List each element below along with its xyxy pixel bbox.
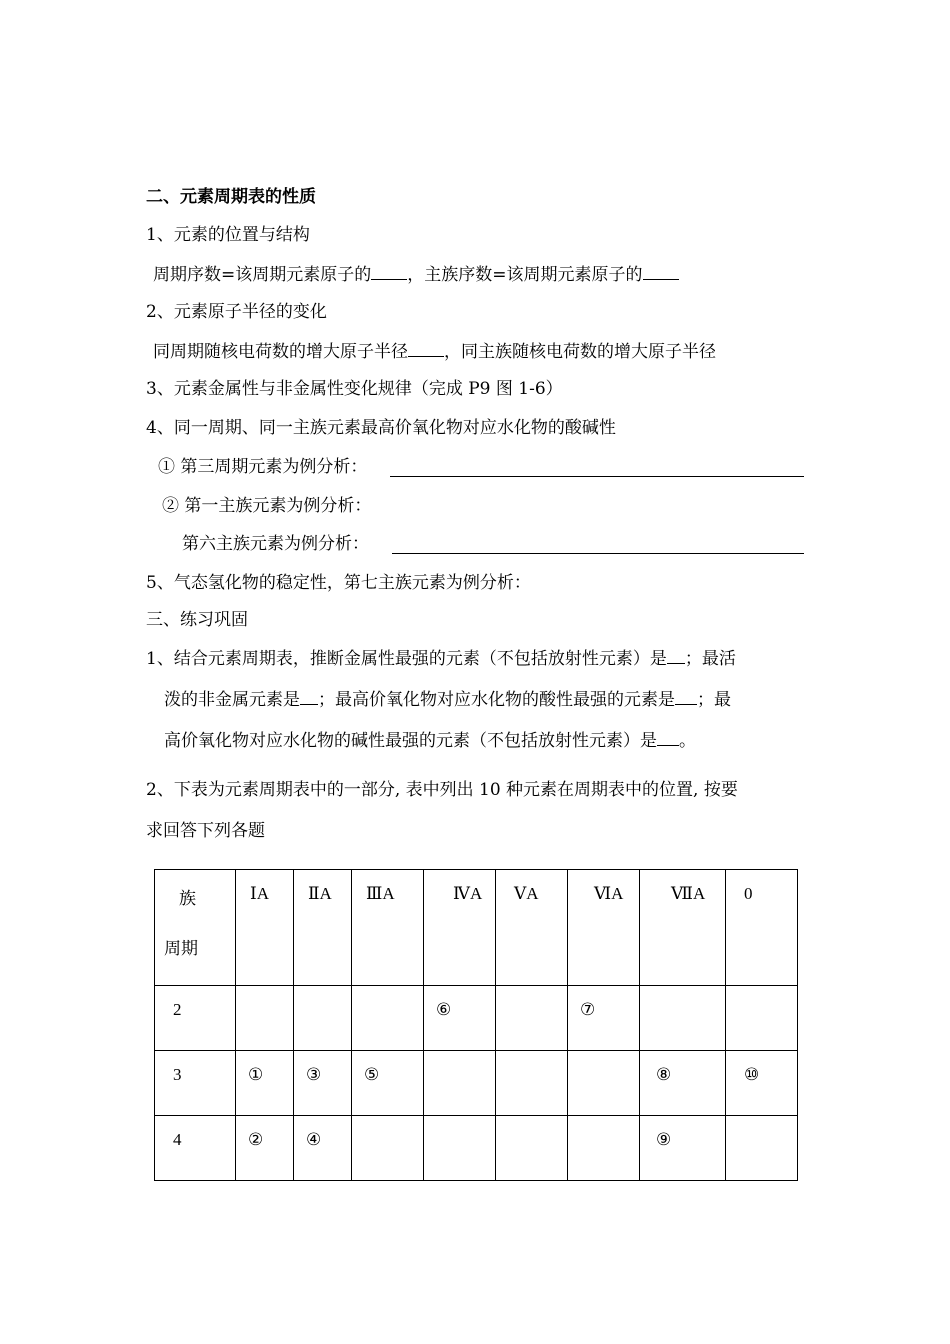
group-header [496, 870, 568, 986]
element-marker: ③ [306, 1065, 322, 1084]
group-header [236, 870, 294, 986]
element-cell [726, 1116, 798, 1181]
element-marker: ⑦ [580, 1000, 596, 1019]
period-cell [155, 1116, 236, 1181]
element-cell [568, 1116, 640, 1181]
q1-text: ；最高价氧化物对应水化物的酸性最强的元素是 [318, 690, 675, 710]
element-marker: ① [248, 1065, 264, 1084]
fill-blank[interactable] [643, 263, 679, 280]
element-cell [236, 986, 294, 1051]
group-label: ⅢA [366, 884, 395, 903]
element-cell [352, 1116, 424, 1181]
item1-text-b: ，主族序数=该周期元素原子的 [407, 265, 643, 285]
item1-text-a: 周期序数=该周期元素原子的 [153, 265, 372, 285]
q2-line1: 2、下表为元素周期表中的一部分, 表中列出 10 种元素在周期表中的位置, 按要 [146, 780, 738, 800]
element-cell [352, 1051, 424, 1116]
table-row [155, 1116, 798, 1181]
item2-title: 2、元素原子半径的变化 [146, 302, 327, 322]
q1-text: 1、结合元素周期表，推断金属性最强的元素（不包括放射性元素）是 [146, 649, 667, 669]
element-cell [568, 986, 640, 1051]
element-marker: ⑧ [656, 1065, 672, 1084]
item5-title: 5、气态氢化物的稳定性，第七主族元素为例分析： [146, 573, 531, 593]
q1-line1 [146, 647, 736, 670]
element-marker: ⑥ [436, 1000, 452, 1019]
corner-period-label: 周期 [164, 939, 198, 958]
answer-line[interactable] [392, 553, 804, 554]
item4-a: ① 第三周期元素为例分析： [158, 457, 368, 477]
group-label: ⅤA [514, 884, 539, 903]
group-label: ⅡA [308, 884, 332, 903]
table-row [155, 986, 798, 1051]
group-header [726, 870, 798, 986]
element-cell [294, 986, 352, 1051]
element-cell [424, 1116, 496, 1181]
table-header-row [155, 870, 798, 986]
section3-heading: 三、练习巩固 [146, 610, 248, 630]
group-header [294, 870, 352, 986]
table-row [155, 1051, 798, 1116]
item1-title: 1、元素的位置与结构 [146, 225, 310, 245]
q1-text: 泼的非金属元素是 [164, 690, 300, 710]
q1-text: ；最活 [684, 649, 736, 669]
item2-text-a: 同周期随核电荷数的增大原子半径 [153, 342, 408, 362]
group-label: ⅥA [594, 884, 624, 903]
element-marker: ⑩ [744, 1065, 760, 1084]
element-cell [236, 1051, 294, 1116]
period-label: 2 [173, 1000, 182, 1019]
group-header [568, 870, 640, 986]
group-label: ⅠA [250, 884, 269, 903]
fill-blank[interactable] [675, 688, 697, 705]
item2-text [153, 340, 716, 363]
period-cell [155, 986, 236, 1051]
element-cell [424, 986, 496, 1051]
item4-b: ② 第一主族元素为例分析： [162, 496, 372, 516]
element-cell [294, 1116, 352, 1181]
fill-blank[interactable] [300, 688, 318, 705]
element-cell [640, 1051, 726, 1116]
element-cell [424, 1051, 496, 1116]
element-marker: ④ [306, 1130, 322, 1149]
group-header [352, 870, 424, 986]
item4-title: 4、同一周期、同一主族元素最高价氧化物对应水化物的酸碱性 [146, 418, 616, 438]
period-cell [155, 1051, 236, 1116]
periodic-table [154, 869, 798, 1181]
section2-heading: 二、元素周期表的性质 [146, 187, 316, 207]
corner-cell [155, 870, 236, 986]
group-label: ⅦA [671, 884, 706, 903]
group-header [424, 870, 496, 986]
corner-group-label: 族 [179, 889, 196, 908]
element-cell [236, 1116, 294, 1181]
item2-text-b: ，同主族随核电荷数的增大原子半径 [444, 342, 716, 362]
element-marker: ⑨ [656, 1130, 672, 1149]
element-marker: ② [248, 1130, 264, 1149]
period-label: 3 [173, 1065, 182, 1084]
q1-text: 。 [679, 731, 696, 751]
element-marker: ⑤ [364, 1065, 380, 1084]
element-cell [496, 1116, 568, 1181]
period-label: 4 [173, 1130, 182, 1149]
element-cell [496, 1051, 568, 1116]
fill-blank[interactable] [408, 340, 444, 357]
fill-blank[interactable] [667, 647, 685, 664]
q1-line2 [164, 688, 731, 711]
element-cell [640, 986, 726, 1051]
element-cell [352, 986, 424, 1051]
q2-line2: 求回答下列各题 [146, 821, 265, 841]
q1-line3 [164, 729, 696, 752]
fill-blank[interactable] [657, 729, 679, 746]
fill-blank[interactable] [371, 263, 407, 280]
element-cell [640, 1116, 726, 1181]
answer-line[interactable] [390, 476, 804, 477]
group-label: ⅣA [453, 884, 483, 903]
element-cell [294, 1051, 352, 1116]
group-header [640, 870, 726, 986]
group-label: 0 [744, 884, 753, 903]
element-cell [726, 986, 798, 1051]
element-cell [726, 1051, 798, 1116]
item4-c: 第六主族元素为例分析： [182, 534, 369, 554]
element-cell [568, 1051, 640, 1116]
item3-title: 3、元素金属性与非金属性变化规律（完成 P9 图 1-6） [146, 379, 563, 399]
q1-text: 高价氧化物对应水化物的碱性最强的元素（不包括放射性元素）是 [164, 731, 657, 751]
q1-text: ；最 [697, 690, 731, 710]
item1-text [153, 263, 679, 286]
element-cell [496, 986, 568, 1051]
